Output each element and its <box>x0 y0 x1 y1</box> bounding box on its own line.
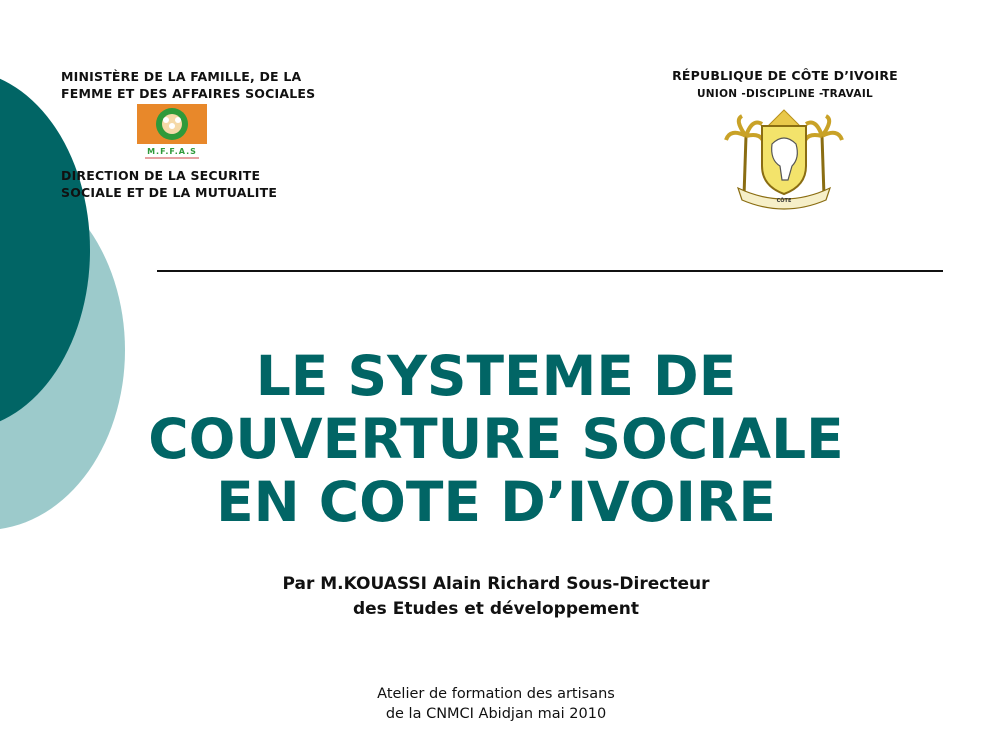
direction-line-2: SOCIALE ET DE LA MUTUALITE <box>61 185 278 200</box>
author-line-2: des Etudes et développement <box>352 599 640 619</box>
title-line-1: LE SYSTEME DE <box>255 344 737 408</box>
title-line-3: EN COTE D’IVOIRE <box>216 470 776 534</box>
ministry-name <box>61 68 315 102</box>
svg-text:CÔTE: CÔTE <box>776 198 792 204</box>
svg-text:M.F.F.A.S: M.F.F.A.S <box>147 147 197 156</box>
event-line-1: Atelier de formation des artisans <box>377 686 615 702</box>
direction-line-1: DIRECTION DE LA SECURITE <box>61 168 261 183</box>
title-line-2: COUVERTURE SOCIALE <box>148 407 844 471</box>
direction-name <box>61 167 277 201</box>
presentation-title <box>60 345 932 534</box>
author-block <box>190 572 802 622</box>
header-divider <box>157 270 943 272</box>
coat-of-arms-icon <box>722 106 846 210</box>
event-info <box>296 684 696 724</box>
author-line-1: Par M.KOUASSI Alain Richard Sous-Directeur <box>282 574 710 594</box>
ministry-line-2: FEMME ET DES AFFAIRES SOCIALES <box>61 86 316 101</box>
republic-name: RÉPUBLIQUE DE CÔTE D’IVOIRE <box>672 68 898 83</box>
mffas-logo <box>137 104 207 162</box>
ministry-line-1: MINISTÈRE DE LA FAMILLE, DE LA <box>61 69 302 84</box>
event-line-2: de la CNMCI Abidjan mai 2010 <box>385 706 607 722</box>
republic-motto: UNION -DISCIPLINE -TRAVAIL <box>696 88 874 100</box>
